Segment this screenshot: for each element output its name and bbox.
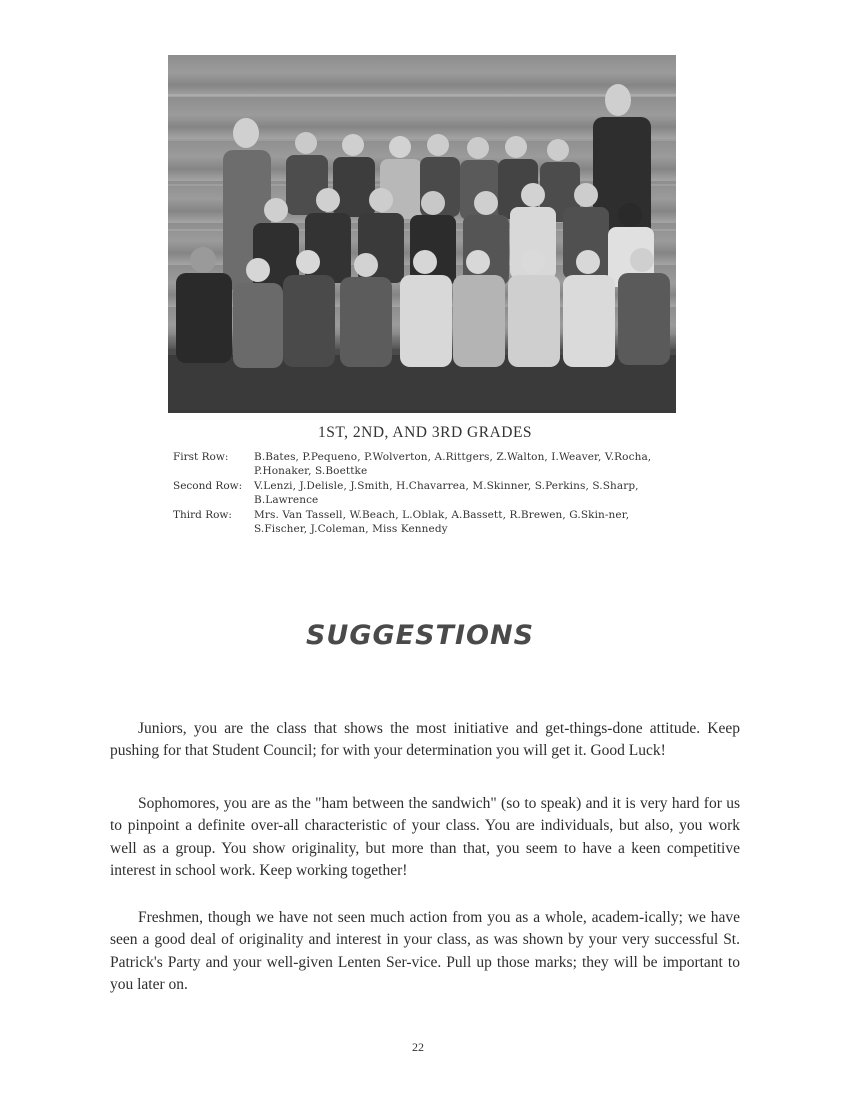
caption-row-label: Third Row: bbox=[173, 509, 232, 521]
front-row-children bbox=[176, 247, 670, 368]
paragraph-freshmen: Freshmen, though we have not seen much action from you as a whole, academ-ically; we have seen a good deal of originality and interest in your class, as was shown by your very successful St. Patrick's Party and your well-given Lenten Ser-vice. Pull up those marks; they will be important to you later on. bbox=[110, 908, 740, 993]
class-photo-illustration bbox=[168, 55, 676, 413]
photo-caption-title: 1ST, 2ND, AND 3RD GRADES bbox=[317, 424, 533, 441]
caption-row bbox=[173, 451, 673, 478]
caption-row-label: Second Row: bbox=[173, 480, 243, 492]
section-heading: SUGGESTIONS bbox=[305, 620, 535, 651]
paragraph-juniors: Juniors, you are the class that shows the most initiative and get-things-done attitude. Keep pushing for that Student Council; for with your determination you will get it. Good Luck! bbox=[110, 719, 740, 759]
paragraph-sophomores: Sophomores, you are as the "ham between the sandwich" (so to speak) and it is very hard for us to pinpoint a definite over-all characteristic of your class. You are individuals, but also, you work well as a group. You show originality, but more than that, you seem to have a keen competitive interest in school work. Keep working together! bbox=[110, 794, 740, 879]
caption-row-names: Mrs. Van Tassell, W.Beach, L.Oblak, A.Bassett, R.Brewen, G.Skin-ner, S.Fischer, J.Coleman, Miss Kennedy bbox=[254, 509, 630, 535]
caption-row-names: B.Bates, P.Pequeno, P.Wolverton, A.Rittgers, Z.Walton, I.Weaver, V.Rocha, P.Honaker, S.Boettke bbox=[254, 451, 652, 477]
page-number: 22 bbox=[412, 1040, 424, 1054]
caption-row-names: V.Lenzi, J.Delisle, J.Smith, H.Chavarrea, M.Skinner, S.Perkins, S.Sharp, B.Lawrence bbox=[254, 480, 639, 506]
photo-caption-rows bbox=[173, 451, 673, 538]
caption-row bbox=[173, 480, 673, 507]
caption-row bbox=[173, 509, 673, 536]
caption-row-label: First Row: bbox=[173, 451, 229, 463]
class-photo bbox=[168, 55, 676, 413]
